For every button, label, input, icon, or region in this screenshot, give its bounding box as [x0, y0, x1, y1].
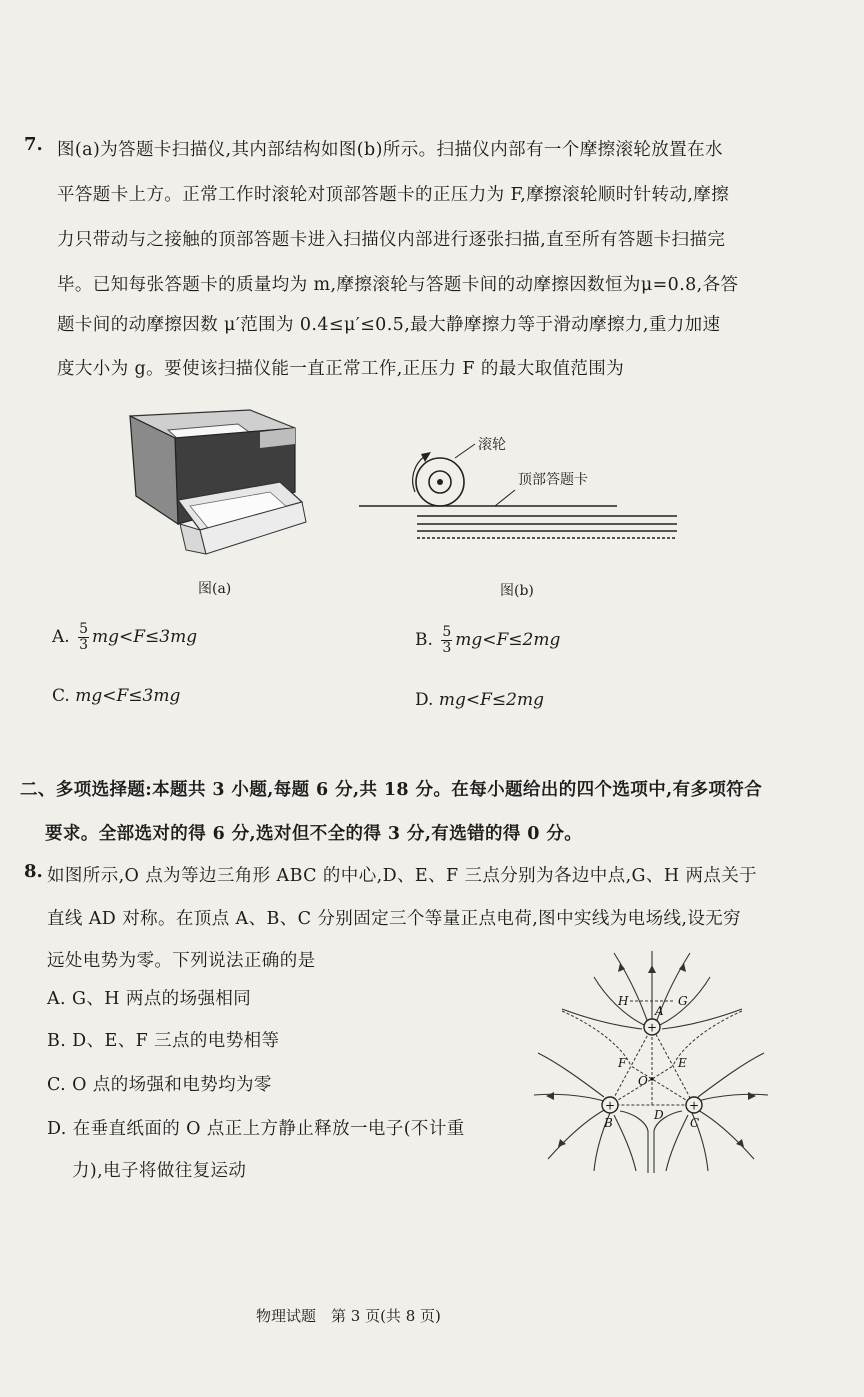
label-h: H — [618, 994, 629, 1008]
q7-line-6: 度大小为 g。要使该扫描仪能一直正常工作,正压力 F 的最大取值范围为 — [57, 359, 625, 379]
q7-line-2: 平答题卡上方。正常工作时滚轮对顶部答题卡的正压力为 F,摩擦滚轮顺时针转动,摩擦 — [57, 185, 730, 205]
roller-label: 滚轮 — [478, 437, 506, 453]
scanner-figure — [120, 404, 320, 564]
label-d: D — [654, 1108, 664, 1122]
q7-option-b[interactable] — [415, 625, 560, 656]
q7-option-c[interactable] — [52, 686, 180, 706]
q8-line-3: 远处电势为零。下列说法正确的是 — [47, 951, 316, 971]
fig-b-caption: 图(b) — [500, 583, 534, 599]
q7-line-5: 题卡间的动摩擦因数 μ′范围为 0.4≤μ′≤0.5,最大静摩擦力等于滑动摩擦力,重力加速 — [57, 315, 721, 335]
q7-option-d-letter: D. — [415, 690, 434, 710]
fig-a-caption: 图(a) — [198, 581, 232, 597]
q8-option-a[interactable]: A. G、H 两点的场强相同 — [47, 989, 252, 1009]
label-o: O — [638, 1074, 648, 1088]
q7-option-b-text: mg<F≤2mg — [455, 630, 561, 650]
q8-option-c[interactable]: C. O 点的场强和电势均为零 — [47, 1075, 272, 1095]
q7-option-d[interactable] — [415, 690, 544, 710]
q7-number: 7. — [24, 134, 43, 155]
q7-option-b-letter: B. — [415, 630, 433, 650]
q7-line-1: 图(a)为答题卡扫描仪,其内部结构如图(b)所示。扫描仪内部有一个摩擦滚轮放置在水 — [57, 140, 723, 160]
q8-option-b[interactable]: B. D、E、F 三点的电势相等 — [47, 1031, 280, 1051]
top-card-label: 顶部答题卡 — [518, 472, 588, 488]
q8-option-d-cont: 力),电子将做往复运动 — [72, 1161, 247, 1181]
label-a: A — [655, 1004, 664, 1018]
page-footer: 物理试题 第 3 页(共 8 页) — [256, 1307, 441, 1325]
electric-field-figure — [528, 945, 773, 1175]
q7-option-d-text: mg<F≤2mg — [438, 690, 544, 710]
label-c: C — [690, 1116, 700, 1130]
q7-option-c-text: mg<F≤3mg — [75, 686, 181, 706]
label-f: F — [618, 1056, 627, 1070]
label-b: B — [604, 1116, 613, 1130]
section2-line-1: 二、多项选择题:本题共 3 小题,每题 6 分,共 18 分。在每小题给出的四个选项中,有多项符合 — [20, 780, 763, 800]
charge-a-sign: + — [646, 1020, 658, 1035]
label-e: E — [678, 1056, 687, 1070]
section2-line-2: 要求。全部选对的得 6 分,选对但不全的得 3 分,有选错的得 0 分。 — [45, 824, 583, 844]
q7-option-c-letter: C. — [52, 686, 70, 706]
q7-option-a-letter: A. — [52, 627, 70, 647]
q7-option-a[interactable] — [52, 622, 197, 653]
q8-option-d[interactable]: D. 在垂直纸面的 O 点正上方静止释放一电子(不计重 — [47, 1119, 465, 1139]
label-g: G — [678, 994, 688, 1008]
q7-line-4: 毕。已知每张答题卡的质量均为 m,摩擦滚轮与答题卡间的动摩擦因数恒为μ=0.8,各答 — [57, 275, 739, 295]
q7-option-b-fraction: $\frac{5}{3}$ — [442, 624, 452, 656]
charge-b-sign: + — [604, 1098, 616, 1113]
q8-number: 8. — [24, 861, 43, 882]
q7-line-3: 力只带动与之接触的顶部答题卡进入扫描仪内部进行逐张扫描,直至所有答题卡扫描完 — [57, 230, 726, 250]
q7-option-a-text: mg<F≤3mg — [92, 627, 198, 647]
q7-option-a-fraction: $\frac{5}{3}$ — [79, 621, 89, 653]
charge-c-sign: + — [688, 1098, 700, 1113]
q8-line-2: 直线 AD 对称。在顶点 A、B、C 分别固定三个等量正点电荷,图中实线为电场线,设无穷 — [47, 909, 742, 929]
q8-line-1: 如图所示,O 点为等边三角形 ABC 的中心,D、E、F 三点分别为各边中点,G、H 两点关于 — [47, 866, 758, 886]
